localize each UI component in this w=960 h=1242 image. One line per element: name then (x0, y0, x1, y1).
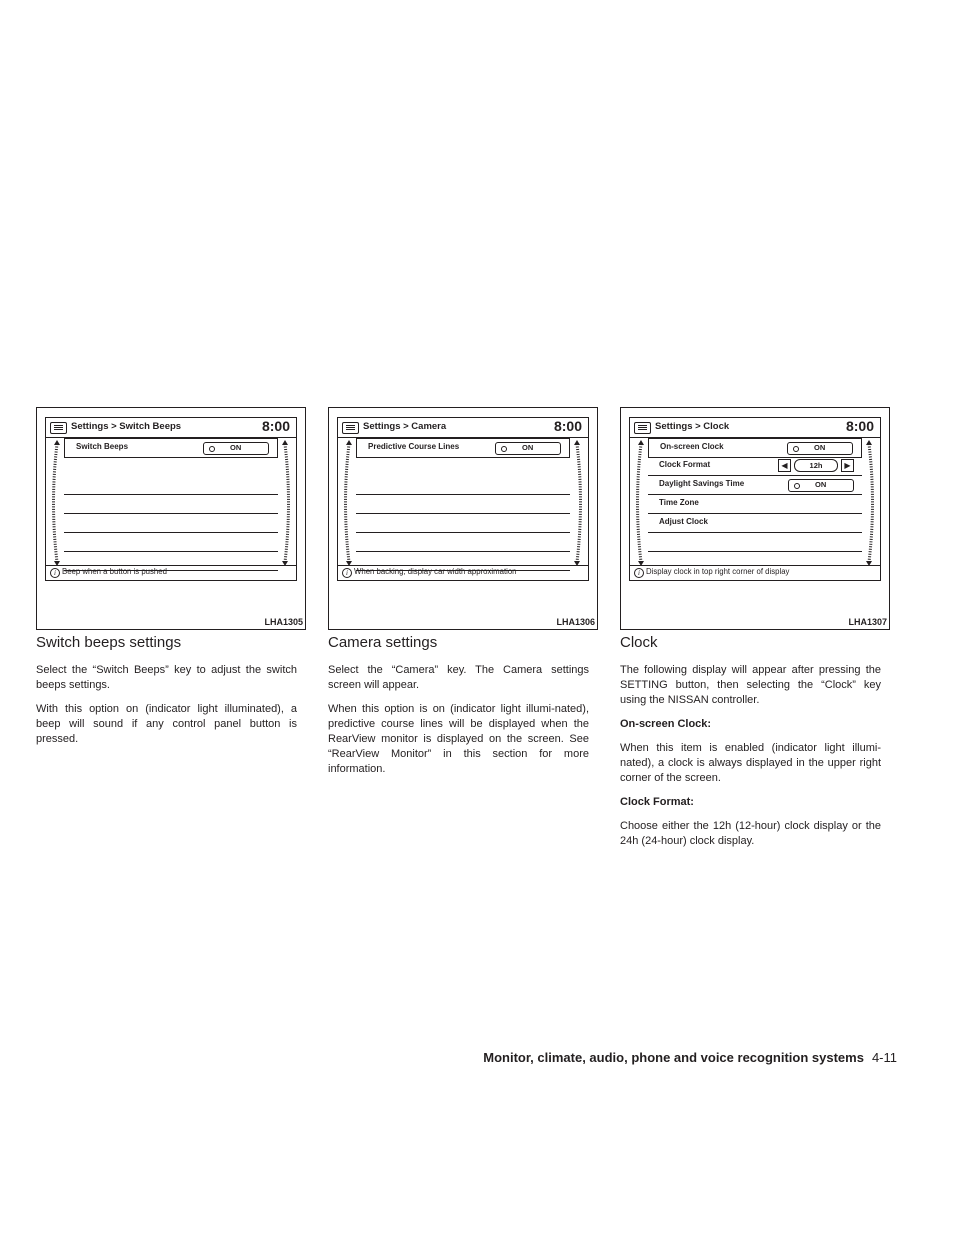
settings-list (356, 438, 570, 564)
clock-readout: 8:00 (845, 418, 874, 434)
item-label: Switch Beeps (76, 442, 129, 451)
scroll-bar-right-icon (281, 440, 294, 566)
list-item (356, 495, 570, 514)
section-clock (620, 634, 881, 858)
chapter-title: Monitor, climate, audio, phone and voice recognition systems (483, 1050, 864, 1065)
clock-readout: 8:00 (261, 418, 290, 434)
item-label: Time Zone (659, 498, 699, 507)
section-heading: Switch beeps settings (36, 634, 182, 651)
paragraph: With this option on (indicator light illuminated), a beep will sound if any control panel button is pressed. (36, 703, 297, 745)
toggle-value: ON (230, 443, 242, 452)
breadcrumb: Settings > Camera (363, 421, 447, 432)
info-text: Beep when a button is pushed (62, 567, 167, 576)
paragraph: Choose either the 12h (12-hour) clock display or the 24h (24-hour) clock display. (620, 820, 881, 847)
list-item (356, 533, 570, 552)
list-item[interactable] (648, 476, 862, 495)
item-label: Clock Format (659, 460, 711, 469)
figure-code: LHA1306 (556, 617, 595, 627)
scroll-bar-right-icon (865, 440, 878, 566)
figure-switch-beeps (36, 407, 306, 630)
paragraph: The following display will appear after pressing the SETTING button, then selecting the “Clock” key using the NISSAN controller. (620, 664, 881, 706)
list-item (64, 533, 278, 552)
screen-header (338, 418, 588, 438)
item-label: Daylight Savings Time (659, 479, 745, 488)
on-toggle[interactable] (495, 442, 561, 455)
section-heading: Camera settings (328, 634, 438, 651)
scroll-bar-right-icon (573, 440, 586, 566)
figure-code: LHA1305 (264, 617, 303, 627)
list-item (648, 533, 862, 552)
list-item[interactable] (64, 438, 278, 458)
section-camera (328, 634, 589, 786)
indicator-light-icon (794, 483, 800, 489)
on-toggle[interactable] (788, 479, 854, 492)
subheading: On-screen Clock: (620, 718, 712, 730)
info-text: When backing, display car width approximation (354, 567, 517, 576)
settings-list (648, 438, 862, 564)
page-footer (483, 1050, 897, 1065)
scroll-bar-left-icon (340, 440, 353, 566)
section-switch-beeps (36, 634, 297, 756)
item-label: On-screen Clock (660, 442, 724, 451)
info-text: Display clock in top right corner of display (646, 567, 790, 576)
settings-screen (629, 417, 881, 581)
breadcrumb: Settings > Clock (655, 421, 730, 432)
settings-screen (337, 417, 589, 581)
figure-code: LHA1307 (848, 617, 887, 627)
subheading: Clock Format: (620, 796, 694, 808)
figure-clock (620, 407, 890, 630)
paragraph: When this option is on (indicator light illumi-nated), predictive course lines will be displayed when the RearView monitor is displayed on the screen. See “RearView Monitor” in this section for more information. (328, 703, 589, 775)
list-item (64, 514, 278, 533)
paragraph: When this item is enabled (indicator light illumi-nated), a clock is always displayed in the upper right corner of the screen. (620, 742, 881, 784)
info-icon: i (50, 568, 60, 578)
toggle-value: ON (814, 443, 826, 452)
menu-icon (342, 422, 359, 434)
toggle-value: ON (815, 480, 827, 489)
arrow-left-icon[interactable]: ◀ (778, 459, 791, 472)
screen-header (46, 418, 296, 438)
list-item[interactable] (648, 457, 862, 476)
list-item (64, 476, 278, 495)
settings-list (64, 438, 278, 564)
menu-icon (634, 422, 651, 434)
list-item (356, 476, 570, 495)
list-item (356, 514, 570, 533)
list-item[interactable] (648, 514, 862, 533)
settings-screen (45, 417, 297, 581)
item-label: Predictive Course Lines (368, 442, 460, 451)
scroll-bar-left-icon (632, 440, 645, 566)
info-icon: i (634, 568, 644, 578)
info-icon: i (342, 568, 352, 578)
on-toggle[interactable] (787, 442, 853, 455)
scroll-bar-left-icon (48, 440, 61, 566)
paragraph: Select the “Switch Beeps” key to adjust the switch beeps settings. (36, 664, 297, 691)
info-bar (630, 565, 880, 580)
list-item[interactable] (648, 495, 862, 514)
item-label: Adjust Clock (659, 517, 708, 526)
info-bar (46, 565, 296, 580)
screen-header (630, 418, 880, 438)
clock-format-selector[interactable] (778, 459, 854, 471)
on-toggle[interactable] (203, 442, 269, 455)
page-number: 4-11 (871, 1050, 897, 1065)
indicator-light-icon (501, 446, 507, 452)
breadcrumb: Settings > Switch Beeps (71, 421, 182, 432)
figure-camera (328, 407, 598, 630)
toggle-value: ON (522, 443, 534, 452)
info-bar (338, 565, 588, 580)
indicator-light-icon (209, 446, 215, 452)
section-heading: Clock (620, 634, 658, 651)
selector-value: 12h (794, 459, 838, 472)
menu-icon (50, 422, 67, 434)
clock-readout: 8:00 (553, 418, 582, 434)
list-item[interactable] (356, 438, 570, 458)
list-item (64, 495, 278, 514)
arrow-right-icon[interactable]: ▶ (841, 459, 854, 472)
indicator-light-icon (793, 446, 799, 452)
list-item[interactable] (648, 438, 862, 458)
paragraph: Select the “Camera” key. The Camera settings screen will appear. (328, 664, 589, 691)
